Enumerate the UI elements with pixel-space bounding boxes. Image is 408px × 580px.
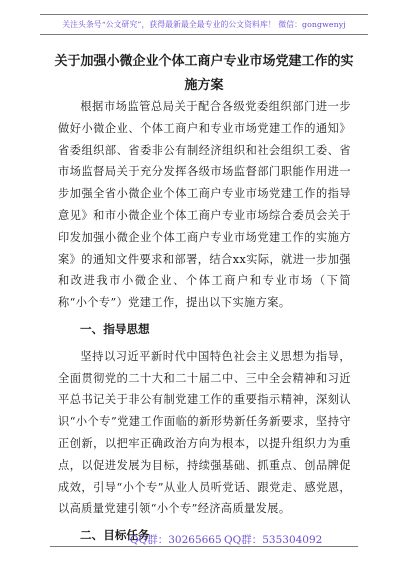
document-title: 关于加强小微企业个体工商户专业市场党建工作的实施方案 bbox=[54, 54, 354, 93]
document-body bbox=[58, 96, 351, 552]
intro-paragraph: 根据市场监管总局关于配合各级党委组织部门进一步做好小微企业、个体工商户和专业市场党建工作的通知》省委组织部、省委非公有制经济组织和社会组织工委、省市场监督局关于充分发挥各级市场监督部门职能作用进一步加强全省小微企业个体工商户专业市场党建工作的指导意见》和市小微企业个体工商户专业市场综合委员会关于印发加强小微企业个体工商户专业市场党建工作的实施方案》的通知文件要求和部署，结合xx实际，就进一步加强和改进我市小微企业、个体工商户和专业市场（下简称“小个专”）党建工作，提出以下实施方案。 bbox=[58, 100, 351, 310]
section-heading-guiding-ideology: 一、指导思想 bbox=[80, 321, 150, 336]
footer-qq-group-2: QQ群：535304092 bbox=[224, 534, 323, 546]
footer-qq-group-1: QQ群：30265665 bbox=[130, 534, 222, 546]
header-banner-text: 关注头条号“公文研究”，获得最新最全最专业的公文资料库！ 微信：gongwenyj bbox=[62, 20, 346, 29]
section-heading-goals-tasks: 二、目标任务 bbox=[80, 528, 150, 543]
guiding-ideology-paragraph: 坚持以习近平新时代中国特色社会主义思想为指导，全面贯彻党的二十大和二十届二中、三中全会精神和习近平总书记关于非公有制党建工作的重要指示精神，深刻认识“小个专”党建工作面临的新形势新任务新要求，坚持守正创新，以把牢正确政治方向为根本，以提升组织力为重点，以促进发展为目标，持续强基础、抓重点、创品牌促成效，引导“小个专”从业人员听党话、跟党走、感党恩，以高质量党建引领“小个专”经济高质量发展。 bbox=[58, 349, 351, 516]
footer bbox=[50, 532, 358, 547]
header-banner bbox=[40, 14, 368, 35]
